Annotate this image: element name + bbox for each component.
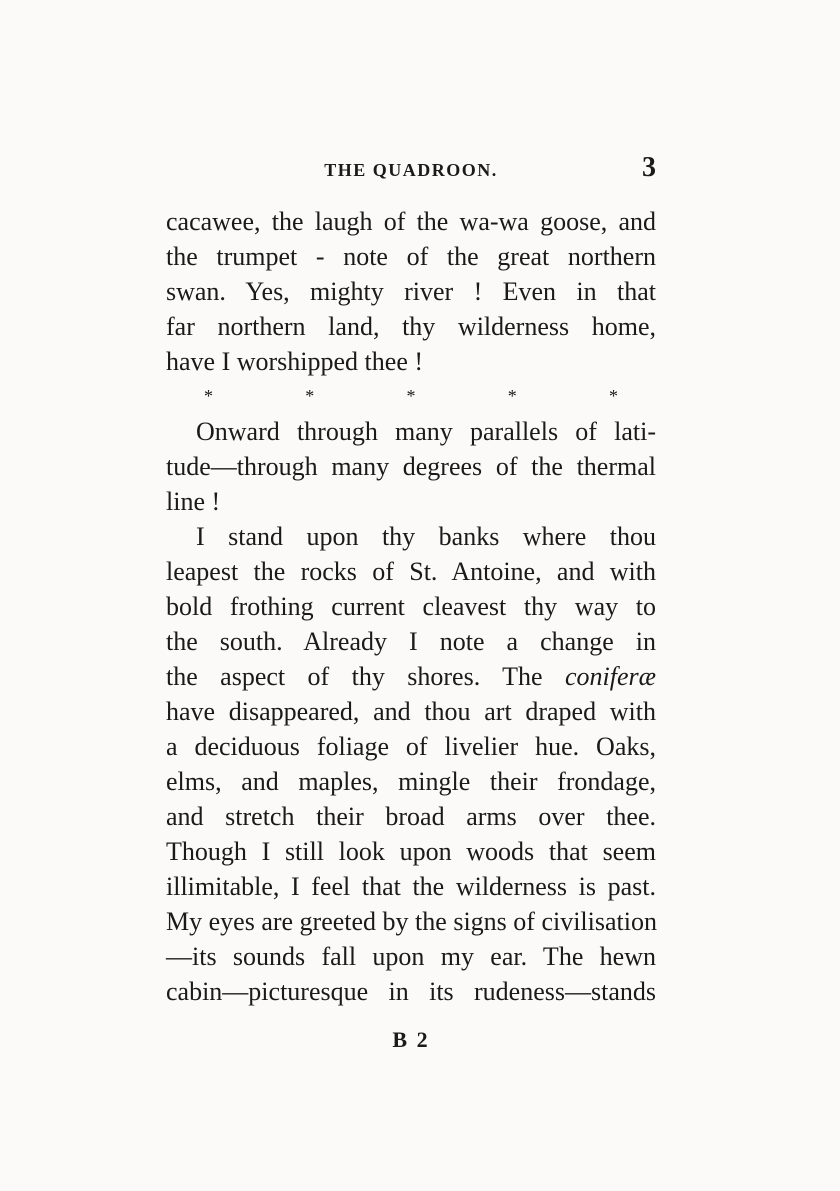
running-title: THE QUADROON. [324, 160, 498, 180]
text-line: the trumpet - note of the great northern [166, 242, 656, 271]
text-line: Onward through many parallels of lati- [196, 417, 656, 446]
asterisk: * [204, 386, 213, 406]
text-line: tude—through many degrees of the thermal [166, 452, 656, 481]
text-line: —its sounds fall upon my ear. The hewn [166, 942, 656, 971]
text-line: far northern land, thy wilderness home, [166, 312, 656, 341]
text-line: I stand upon thy banks where thou [196, 522, 656, 551]
text-line: swan. Yes, mighty river ! Even in that [166, 277, 656, 306]
section-break-asterisks [166, 379, 656, 414]
text-line: a deciduous foliage of livelier hue. Oaks, [166, 732, 656, 761]
page-header [166, 150, 656, 190]
text-line: the south. Already I note a change in [166, 627, 656, 656]
asterisk: * [507, 386, 517, 406]
text-line-with-italic [166, 659, 656, 694]
text-line: bold frothing current cleavest thy way to [166, 592, 656, 621]
text-fragment: the aspect of thy shores. The [166, 662, 543, 691]
asterisk: * [305, 386, 315, 406]
text-line: line ! [166, 487, 221, 516]
text-line: have disappeared, and thou art draped with [166, 697, 656, 726]
text-line: have I worshipped thee ! [166, 347, 424, 376]
text-line: Though I still look upon woods that seem [166, 837, 656, 866]
text-line: cabin—picturesque in its rudeness—stands [166, 977, 656, 1006]
text-line: leapest the rocks of St. Antoine, and with [166, 557, 656, 586]
text-line: elms, and maples, mingle their frondage, [166, 767, 656, 796]
text-line: illimitable, I feel that the wilderness is past. [166, 872, 656, 901]
text-line: and stretch their broad arms over thee. [166, 802, 656, 831]
text-line: cacawee, the laugh of the wa-wa goose, and [166, 207, 656, 236]
text-line: My eyes are greeted by the signs of civilisation [166, 907, 657, 936]
page-number: 3 [642, 152, 656, 183]
italic-word: coniferæ [565, 662, 656, 691]
signature-mark: B 2 [392, 1027, 430, 1052]
body-text [166, 204, 656, 1009]
asterisk: * [406, 386, 416, 406]
asterisk: * [609, 386, 618, 406]
